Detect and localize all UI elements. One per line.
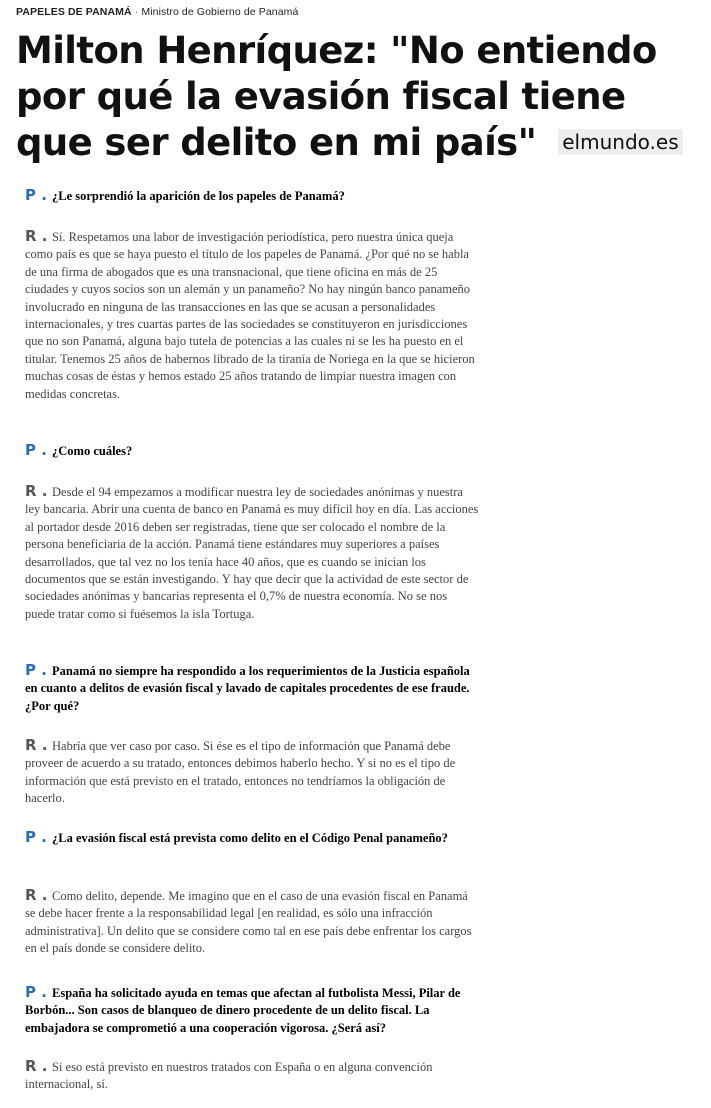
question-3	[25, 662, 480, 715]
kicker	[16, 6, 298, 18]
question-marker: P .	[25, 983, 47, 1001]
headline	[16, 28, 706, 166]
question-marker: P .	[25, 828, 47, 846]
question-marker: P .	[25, 186, 47, 204]
section-label[interactable]: PAPELES DE PANAMÁ	[16, 6, 132, 18]
question-1	[25, 187, 480, 205]
answer-marker: R .	[25, 1057, 48, 1075]
answer-2	[25, 483, 480, 623]
source-tag[interactable]: elmundo.es	[558, 129, 682, 155]
answer-marker: R .	[25, 482, 48, 500]
answer-text: Habría que ver caso por caso. Si ése es el tipo de información que Panamá debe proveer de acuerdo a su tratado, entonces debimos haberlo hecho. Y si no es el tipo de información que está previsto en el tratado, entonces no tendríamos la obligación de hacerlo.	[25, 739, 456, 806]
question-marker: P .	[25, 441, 47, 459]
question-text: ¿Como cuáles?	[52, 444, 133, 458]
answer-text: Desde el 94 empezamos a modificar nuestra ley de sociedades anónimas y nuestra ley bancaria. Abrir una cuenta de banco en Panamá es muy difícil hoy en día. Las acciones al portador desde 2016 deben ser registradas, tiene que ser colocado el nombre de la persona beneficiaria de la acción. Panamá tiene estándares muy superiores a países desarrollados, que tal vez no los tenía hace 40 años, que es cuando se inician los documentos que se están investigando. Y hay que decir que la actividad de este sector de sociedades anónimas y bancarias representa el 0,7% de nuestra economía. No se nos puede tratar como si fuésemos la isla Tortuga.	[25, 485, 479, 621]
answer-marker: R .	[25, 227, 48, 245]
question-text: ¿La evasión fiscal está prevista como delito en el Código Penal panameño?	[52, 831, 448, 845]
headline-title: Milton Henríquez: "No entiendo por qué la evasión fiscal tiene que ser delito en mi país"	[16, 29, 657, 164]
answer-1	[25, 228, 480, 403]
answer-text: Si eso está previsto en nuestros tratados con España o en alguna convención internacional, sí.	[25, 1060, 433, 1092]
answer-4	[25, 887, 480, 958]
kicker-separator: ·	[134, 6, 139, 18]
question-marker: P .	[25, 661, 47, 679]
question-text: Panamá no siempre ha respondido a los requerimientos de la Justicia española en cuanto a delitos de evasión fiscal y lavado de capitales procedentes de ese fraude. ¿Por qué?	[25, 664, 470, 713]
answer-3	[25, 737, 480, 808]
question-2	[25, 442, 480, 460]
answer-5	[25, 1058, 480, 1094]
question-text: ¿Le sorprendió la aparición de los papeles de Panamá?	[52, 189, 345, 203]
answer-marker: R .	[25, 886, 48, 904]
question-text: España ha solicitado ayuda en temas que afectan al futbolista Messi, Pilar de Borbón... Son casos de blanqueo de dinero procedente de un delito fiscal. La embajadora se comprometió a una cooperación vigorosa. ¿Será así?	[25, 986, 461, 1035]
answer-text: Sí. Respetamos una labor de investigación periodística, pero nuestra única queja como país es que se haya puesto el título de los papeles de Panamá. ¿Por qué no se habla de una firma de abogados que es una transnacional, que tiene oficina en más de 25 ciudades y cuyos socios son un alemán y un panameño? No hay ningún banco panameño involucrado en ninguna de las transacciones en las que se acusan a personalidades internacionales, y tres cuartas partes de las sociedades se constituyeron en jurisdicciones que no son Panamá, alguna bajo tutela de potencias a las cuales ni se les ha puesto en el titular. Tenemos 25 años de habernos librado de la tiranía de Noriega en la que se hicieron muchas cosas de éstas y hemos estado 25 años tratando de limpiar nuestra imagen con medidas concretas.	[25, 230, 475, 401]
kicker-subtitle: Ministro de Gobierno de Panamá	[141, 6, 299, 18]
answer-marker: R .	[25, 736, 48, 754]
question-5	[25, 984, 480, 1037]
answer-text: Como delito, depende. Me imagino que en el caso de una evasión fiscal en Panamá se debe hacer frente a la responsabilidad legal [en realidad, es sólo una infracción administrativa]. Un delito que se considere como tal en ese país debe enfrentar los cargos en el país donde se considere delito.	[25, 889, 472, 956]
question-4	[25, 829, 480, 847]
